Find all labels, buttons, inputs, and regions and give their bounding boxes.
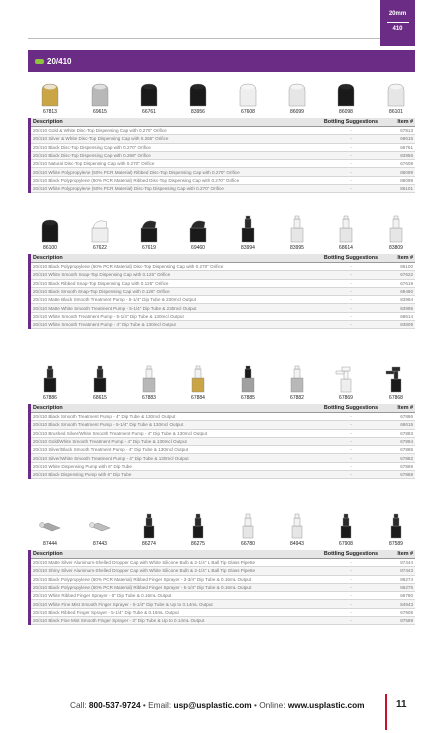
cell-description: 20/410 Matte Black Smooth Treatment Pump - 5-1/4" Dip Tube & 230mcl Output: [33, 297, 197, 303]
cell-description: 20/410 Brushed Silver/White Smooth Treatment Pump - 4" Dip Tube & 130mcl Output: [33, 430, 207, 436]
cell-description: 20/410 Silver & White Disc-Top Dispensing Cap with 0.265" Orifice: [33, 136, 169, 142]
cell-item-number: 84943: [400, 601, 413, 607]
cell-description: 20/410 Black Polypropylene (50% PCR Material) Ribbed Finger Sprayer - 5-1/4" Dip Tube & 0.16mL Output: [33, 585, 252, 591]
product-thumbnail[interactable]: [328, 510, 364, 547]
dropper-cap-silver-icon: [88, 510, 112, 540]
cell-suggestion: -: [350, 439, 352, 445]
table-header: [31, 404, 415, 413]
size-label: 20mm: [388, 11, 407, 17]
product-thumbnail[interactable]: [279, 78, 315, 115]
product-thumbnail[interactable]: [328, 364, 364, 401]
cell-description: 20/410 Black Fine Mist Smooth Finger Sprayer - 3" Dip Tube & Up to 0.14mL Output: [33, 618, 205, 624]
treatment-pump-silver-icon: [137, 364, 161, 394]
product-thumbnail[interactable]: [131, 510, 167, 547]
column-description: Description: [33, 255, 63, 261]
cell-suggestion: -: [350, 264, 352, 270]
product-number: 83994: [241, 245, 255, 251]
table-row[interactable]: [31, 313, 415, 321]
product-thumbnail[interactable]: [82, 364, 118, 401]
treatment-pump-black-icon: [236, 214, 260, 244]
table-body: [31, 559, 415, 625]
cell-description: 20/410 White Smooth Treatment Pump - 5-1/4" Dip Tube & 130mcl Output: [33, 313, 184, 319]
product-number: 67813: [43, 109, 57, 115]
finger-sprayer-black-icon: [334, 510, 358, 540]
product-thumbnail[interactable]: [180, 364, 216, 401]
product-thumbnail[interactable]: [279, 510, 315, 547]
cell-suggestion: -: [350, 585, 352, 591]
dispensing-pump-white-icon: [334, 364, 358, 394]
product-thumbnail[interactable]: [328, 78, 364, 115]
cell-suggestion: -: [350, 272, 352, 278]
cell-suggestion: -: [350, 422, 352, 428]
product-thumbnail[interactable]: [82, 214, 118, 251]
treatment-pump-gold-icon: [186, 364, 210, 394]
product-image-row: [28, 364, 415, 404]
cell-item-number: 83956: [400, 153, 413, 159]
dispensing-pump-black-icon: [384, 364, 408, 394]
product-number: 86099: [290, 109, 304, 115]
disc-top-cap-black-icon: [38, 214, 62, 244]
table-row[interactable]: [31, 438, 415, 446]
product-table: [28, 550, 415, 625]
product-number: 86274: [142, 541, 156, 547]
product-section: [28, 214, 415, 329]
product-number: 69460: [191, 245, 205, 251]
treatment-pump-white-icon: [384, 214, 408, 244]
cell-suggestion: -: [350, 576, 352, 582]
product-section: [28, 510, 415, 625]
table-row[interactable]: [31, 617, 415, 625]
table-row[interactable]: [31, 471, 415, 479]
cell-item-number: 67869: [400, 463, 413, 469]
cell-description: 20/410 Black Polypropylene (50% PCR Material) Disc-Top Dispensing Cap with 0.270" Orifice: [33, 264, 224, 270]
product-thumbnail[interactable]: [131, 214, 167, 251]
cell-description: 20/410 Black Smooth Snap-Top Dispensing Cap with 0.126" Orifice: [33, 289, 170, 295]
leaf-icon: [35, 59, 44, 64]
product-number: 67622: [93, 245, 107, 251]
cell-description: 20/410 White Smooth Snap-Top Dispensing Cap with 0.125" Orifice: [33, 272, 171, 278]
product-number: 67882: [290, 395, 304, 401]
treatment-pump-white-icon: [285, 214, 309, 244]
table-row[interactable]: [31, 446, 415, 454]
cell-item-number: 69460: [400, 289, 413, 295]
table-row[interactable]: [31, 135, 415, 143]
product-table: [28, 254, 415, 329]
product-thumbnail[interactable]: [279, 364, 315, 401]
disc-top-cap-black-icon: [186, 78, 210, 108]
phone-number[interactable]: 800-537-9724: [88, 700, 141, 710]
product-number: 84943: [290, 541, 304, 547]
cell-item-number: 86100: [400, 264, 413, 270]
table-header: [31, 118, 415, 127]
cell-suggestion: -: [350, 601, 352, 607]
cell-description: 20/410 Black Disc-Top Dispensing Cap with 0.270" Orifice: [33, 144, 151, 150]
product-thumbnail[interactable]: [32, 364, 68, 401]
product-number: 67908: [339, 541, 353, 547]
table-row[interactable]: [31, 127, 415, 135]
cell-item-number: 69615: [400, 136, 413, 142]
cell-suggestion: -: [350, 313, 352, 319]
cell-suggestion: -: [350, 169, 352, 175]
product-number: 83956: [191, 109, 205, 115]
cell-item-number: 67883: [400, 430, 413, 436]
cell-item-number: 83809: [400, 322, 413, 328]
cell-suggestion: -: [350, 455, 352, 461]
table-header: [31, 550, 415, 559]
cell-item-number: 66780: [400, 593, 413, 599]
product-number: 68614: [339, 245, 353, 251]
cell-item-number: 67884: [400, 439, 413, 445]
product-number: 86275: [191, 541, 205, 547]
table-row[interactable]: [31, 321, 415, 329]
product-number: 67886: [43, 395, 57, 401]
product-number: 83809: [389, 245, 403, 251]
cell-suggestion: -: [350, 128, 352, 134]
product-section: [28, 78, 415, 193]
cell-item-number: 67886: [400, 414, 413, 420]
table-row[interactable]: [31, 592, 415, 600]
cell-description: 20/410 Black Ribbed Snap-Top Dispensing Cap with 0.125" Orifice: [33, 280, 169, 286]
table-body: [31, 127, 415, 193]
website-link[interactable]: www.usplastic.com: [287, 700, 365, 710]
cell-description: 20/410 White Dispensing Pump with 6" Dip Tube: [33, 463, 132, 469]
product-thumbnail[interactable]: [378, 510, 414, 547]
cell-description: 20/410 Black Dispensing Pump with 6" Dip Tube: [33, 472, 132, 478]
product-number: 67619: [142, 245, 156, 251]
product-thumbnail[interactable]: [32, 214, 68, 251]
treatment-pump-white-icon: [334, 214, 358, 244]
column-suggestions: Bottling Suggestions: [323, 551, 379, 557]
table-row[interactable]: [31, 152, 415, 160]
cell-description: 20/410 White Fine Mist Smooth Finger Sprayer - 5-1/4" Dip Tube & Up to 0.14mL Output: [33, 601, 213, 607]
fine-mist-sprayer-black-icon: [384, 510, 408, 540]
product-table: [28, 404, 415, 479]
cell-item-number: 87589: [400, 618, 413, 624]
footer-contact: [70, 700, 365, 710]
product-thumbnail[interactable]: [82, 78, 118, 115]
section-title: 20/410: [47, 56, 72, 66]
product-thumbnail[interactable]: [230, 510, 266, 547]
cell-item-number: 67868: [400, 472, 413, 478]
cell-item-number: 86275: [400, 585, 413, 591]
cell-item-number: 87444: [400, 560, 413, 566]
product-table: [28, 118, 415, 193]
cell-suggestion: -: [350, 144, 352, 150]
email-link[interactable]: usp@usplastic.com: [173, 700, 252, 710]
table-row[interactable]: [31, 144, 415, 152]
table-row[interactable]: [31, 185, 415, 193]
table-row[interactable]: [31, 160, 415, 168]
cell-description: 20/410 Matte White Smooth Treatment Pump - 5-1/4" Dip Tube & 230mcl Output: [33, 305, 197, 311]
product-number: 66780: [241, 541, 255, 547]
call-label: Call:: [70, 700, 87, 710]
table-row[interactable]: [31, 304, 415, 312]
cell-description: 20/410 Silver/Black Smooth Treatment Pump - 4" Dip Tube & 130mcl Output: [33, 447, 189, 453]
footer-divider: [385, 694, 387, 730]
product-thumbnail[interactable]: [180, 78, 216, 115]
cell-suggestion: -: [350, 593, 352, 599]
cell-description: 20/410 White Smooth Treatment Pump - 4" Dip Tube & 130mcl Output: [33, 322, 176, 328]
product-number: 67884: [191, 395, 205, 401]
cell-description: 20/410 Black Ribbed Finger Sprayer - 5-1/4" Dip Tube & 0.16mL Output: [33, 609, 179, 615]
product-thumbnail[interactable]: [82, 510, 118, 547]
cell-description: 20/410 Matte Silver Aluminum-Shelled Dropper Cap with White Silicone Bulb & 2-1/4" L Ball Tip Glass Pipette: [33, 560, 256, 566]
cell-suggestion: -: [350, 447, 352, 453]
product-number: 86100: [43, 245, 57, 251]
product-number: 69615: [93, 109, 107, 115]
cell-suggestion: -: [350, 305, 352, 311]
product-number: 87589: [389, 541, 403, 547]
online-label: Online:: [259, 700, 286, 710]
product-thumbnail[interactable]: [279, 214, 315, 251]
cell-item-number: 87443: [400, 568, 413, 574]
product-thumbnail[interactable]: [180, 214, 216, 251]
cell-item-number: 86101: [400, 186, 413, 192]
column-suggestions: Bottling Suggestions: [323, 119, 379, 125]
treatment-pump-silver-white-icon: [285, 364, 309, 394]
fine-mist-sprayer-white-icon: [285, 510, 309, 540]
product-thumbnail[interactable]: [230, 78, 266, 115]
cell-description: 20/410 White Polypropylene (50% PCR Material) Disc-Top Dispensing Cap with 0.270" Orifice: [33, 186, 224, 192]
cell-suggestion: -: [350, 609, 352, 615]
table-row[interactable]: [31, 177, 415, 185]
ribbed-disc-cap-white-icon: [285, 78, 309, 108]
product-thumbnail[interactable]: [32, 510, 68, 547]
product-number: 83995: [290, 245, 304, 251]
cell-description: 20/410 White Ribbed Finger Sprayer - 6" Dip Tube & 0.16mL Output: [33, 593, 172, 599]
table-row[interactable]: [31, 430, 415, 438]
cell-item-number: 67622: [400, 272, 413, 278]
cell-suggestion: -: [350, 153, 352, 159]
cell-item-number: 86098: [400, 177, 413, 183]
cell-description: 20/410 Black Smooth Treatment Pump - 5-1/4" Dip Tube & 130mcl Output: [33, 422, 184, 428]
column-description: Description: [33, 551, 63, 557]
product-thumbnail[interactable]: [180, 510, 216, 547]
section-header: [28, 50, 415, 72]
cell-item-number: 86274: [400, 576, 413, 582]
product-number: 66761: [142, 109, 156, 115]
product-thumbnail[interactable]: [328, 214, 364, 251]
column-description: Description: [33, 119, 63, 125]
cell-suggestion: -: [350, 161, 352, 167]
cell-description: 20/410 Black Polypropylene (50% PCR Material) Ribbed Disc-Top Dispensing Cap with 0.270" Orifice: [33, 177, 240, 183]
table-row[interactable]: [31, 271, 415, 279]
column-item: Item #: [397, 255, 413, 261]
cell-description: 20/410 Black Smooth Treatment Pump - 4" Dip Tube & 130mcl Output: [33, 414, 176, 420]
cell-item-number: 83994: [400, 297, 413, 303]
finger-sprayer-black-icon: [137, 510, 161, 540]
product-thumbnail[interactable]: [378, 214, 414, 251]
cell-suggestion: -: [350, 472, 352, 478]
column-item: Item #: [397, 119, 413, 125]
snap-top-cap-black-icon: [186, 214, 210, 244]
table-row[interactable]: [31, 413, 415, 421]
column-item: Item #: [397, 405, 413, 411]
table-row[interactable]: [31, 280, 415, 288]
table-row[interactable]: [31, 576, 415, 584]
product-number: 87444: [43, 541, 57, 547]
bullet: •: [142, 700, 146, 710]
snap-top-cap-white-icon: [88, 214, 112, 244]
product-number: 86098: [339, 109, 353, 115]
cell-suggestion: -: [350, 280, 352, 286]
table-row[interactable]: [31, 168, 415, 176]
cell-item-number: 67813: [400, 128, 413, 134]
cell-description: 20/410 Black Disc-Top Dispensing Cap with 0.268" Orifice: [33, 153, 151, 159]
treatment-pump-black-icon: [88, 364, 112, 394]
cell-description: 20/410 Black Polypropylene (50% PCR Material) Ribbed Finger Sprayer - 3-3/4" Dip Tube & 0.16mL Output: [33, 576, 252, 582]
top-rule: [28, 38, 380, 39]
table-row[interactable]: [31, 609, 415, 617]
cell-description: 20/410 Silver/White Smooth Treatment Pump - 4" Dip Tube & 130mcl Output: [33, 455, 189, 461]
table-row[interactable]: [31, 567, 415, 575]
product-number: 67883: [142, 395, 156, 401]
cell-suggestion: -: [350, 177, 352, 183]
product-number: 67869: [339, 395, 353, 401]
cell-item-number: 67885: [400, 447, 413, 453]
column-suggestions: Bottling Suggestions: [323, 405, 379, 411]
dropper-cap-silver-icon: [38, 510, 62, 540]
cell-description: 20/410 Natural Disc-Top Dispensing Cap with 0.270" Orifice: [33, 161, 155, 167]
table-row[interactable]: [31, 584, 415, 592]
cell-item-number: 83995: [400, 305, 413, 311]
treatment-pump-black-icon: [38, 364, 62, 394]
column-description: Description: [33, 405, 63, 411]
cell-suggestion: -: [350, 289, 352, 295]
cell-suggestion: -: [350, 136, 352, 142]
column-suggestions: Bottling Suggestions: [323, 255, 379, 261]
disc-top-cap-silver-icon: [88, 78, 112, 108]
table-row[interactable]: [31, 421, 415, 429]
product-number: 67868: [389, 395, 403, 401]
ribbed-disc-cap-black-icon: [334, 78, 358, 108]
disc-top-cap-white-icon: [384, 78, 408, 108]
table-row[interactable]: [31, 288, 415, 296]
product-thumbnail[interactable]: [131, 78, 167, 115]
page-number: 11: [396, 699, 407, 710]
product-thumbnail[interactable]: [32, 78, 68, 115]
table-header: [31, 254, 415, 263]
cell-suggestion: -: [350, 186, 352, 192]
table-row[interactable]: [31, 454, 415, 462]
product-thumbnail[interactable]: [378, 78, 414, 115]
cell-item-number: 67619: [400, 280, 413, 286]
product-image-row: [28, 214, 415, 254]
bullet: •: [254, 700, 257, 710]
product-section: [28, 364, 415, 479]
cell-description: 20/410 Gold/White Smooth Treatment Pump - 4" Dip Tube & 130mcl Output: [33, 439, 187, 445]
size-tab: [380, 0, 415, 46]
cell-item-number: 68614: [400, 313, 413, 319]
table-row[interactable]: [31, 559, 415, 567]
product-thumbnail[interactable]: [131, 364, 167, 401]
product-image-row: [28, 510, 415, 550]
column-item: Item #: [397, 551, 413, 557]
tab-divider: [387, 22, 409, 23]
table-row[interactable]: [31, 296, 415, 304]
finish-label: 410: [392, 26, 403, 32]
cell-suggestion: -: [350, 618, 352, 624]
disc-top-cap-black-icon: [137, 78, 161, 108]
product-image-row: [28, 78, 415, 118]
cell-suggestion: -: [350, 568, 352, 574]
cell-description: 20/410 Gold & White Disc-Top Dispensing Cap with 0.270" Orifice: [33, 128, 167, 134]
table-body: [31, 413, 415, 479]
product-number: 67885: [241, 395, 255, 401]
email-label: Email:: [148, 700, 172, 710]
disc-top-cap-gold-icon: [38, 78, 62, 108]
finger-sprayer-white-icon: [236, 510, 260, 540]
product-thumbnail[interactable]: [230, 214, 266, 251]
cell-item-number: 67908: [400, 609, 413, 615]
cell-suggestion: -: [350, 560, 352, 566]
table-row[interactable]: [31, 463, 415, 471]
cell-suggestion: -: [350, 414, 352, 420]
table-row[interactable]: [31, 263, 415, 271]
cell-description: 20/410 Shiny Silver Aluminum-Shelled Dropper Cap with White Silicone Bulb & 2-1/4" L Ball Tip Glass Pipette: [33, 568, 256, 574]
product-number: 87443: [93, 541, 107, 547]
cell-item-number: 68615: [400, 422, 413, 428]
product-number: 86101: [389, 109, 403, 115]
cell-description: 20/410 White Polypropylene (50% PCR Material) Ribbed Disc-Top Dispensing Cap with 0.270" Orifice: [33, 169, 240, 175]
snap-top-cap-black-icon: [137, 214, 161, 244]
cell-suggestion: -: [350, 463, 352, 469]
cell-suggestion: -: [350, 430, 352, 436]
cell-item-number: 66761: [400, 144, 413, 150]
product-thumbnail[interactable]: [378, 364, 414, 401]
cell-suggestion: -: [350, 322, 352, 328]
table-body: [31, 263, 415, 329]
product-number: 68615: [93, 395, 107, 401]
product-thumbnail[interactable]: [230, 364, 266, 401]
cell-item-number: 86099: [400, 169, 413, 175]
finger-sprayer-black-icon: [186, 510, 210, 540]
cell-suggestion: -: [350, 297, 352, 303]
table-row[interactable]: [31, 600, 415, 608]
cell-item-number: 67608: [400, 161, 413, 167]
cell-item-number: 67882: [400, 455, 413, 461]
disc-top-cap-natural-icon: [236, 78, 260, 108]
product-number: 67608: [241, 109, 255, 115]
treatment-pump-silver-black-icon: [236, 364, 260, 394]
